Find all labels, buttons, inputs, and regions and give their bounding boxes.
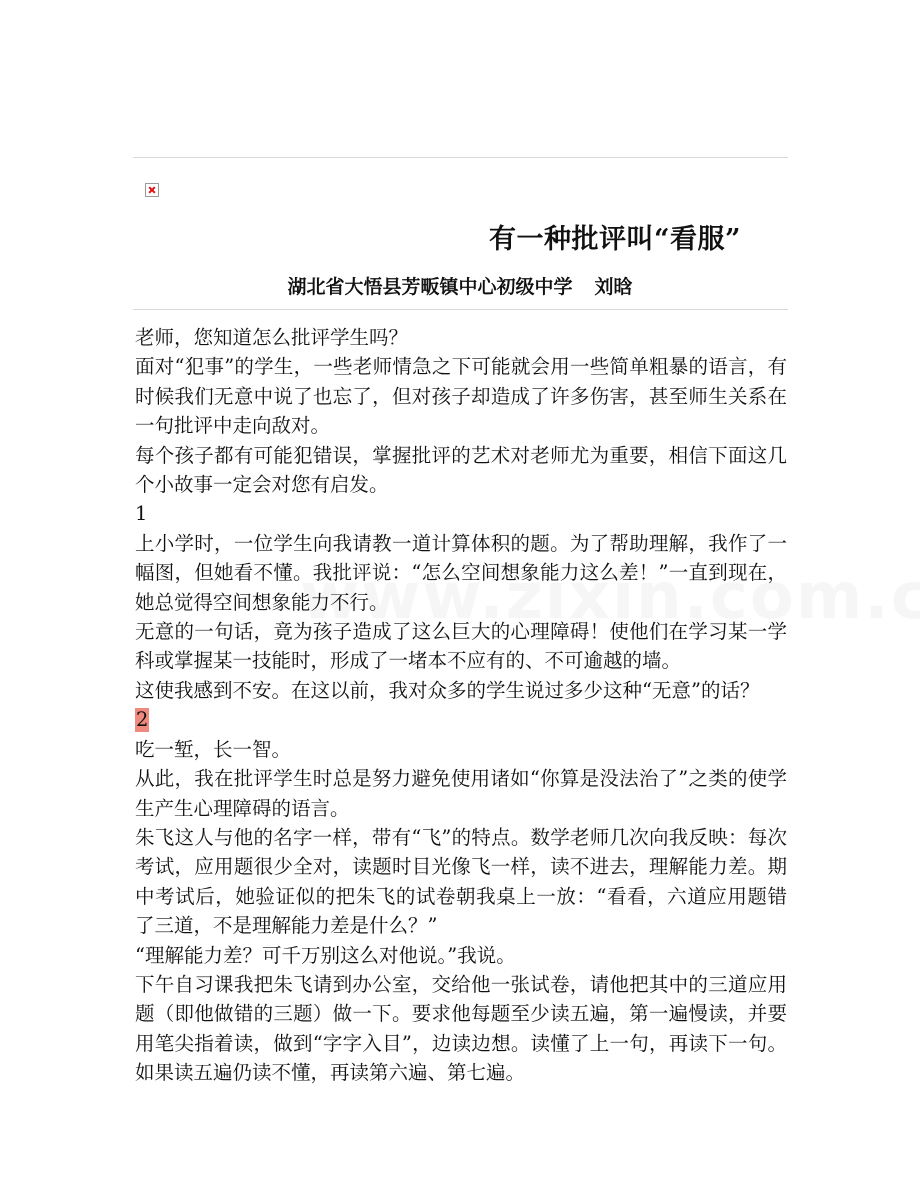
header-divider [133, 309, 788, 310]
paragraph: 这使我感到不安。在这以前，我对众多的学生说过多少这种“无意”的话？ [135, 678, 760, 702]
section-number-row [135, 705, 787, 734]
broken-image-icon [145, 183, 159, 197]
paragraph: 吃一堑，长一智。 [135, 737, 292, 761]
byline [0, 272, 920, 299]
paragraph: 每个孩子都有可能犯错误，掌握批评的艺术对老师尤为重要，相信下面这几个小故事一定会对您有启发。 [135, 443, 787, 497]
paragraph: 无意的一句话，竟为孩子造成了这么巨大的心理障碍！使他们在学习某一学科或掌握某一技能时，形成了一堵本不应有的、不可逾越的墙。 [135, 620, 787, 673]
top-divider [133, 157, 788, 158]
paragraph: 面对“犯事”的学生，一些老师情急之下可能就会用一些简单粗暴的语言，有时候我们无意中说了也忘了，但对孩子却造成了许多伤害，甚至师生关系在一句批评中走向敌对。 [135, 355, 787, 438]
byline-school: 湖北省大悟县芳畈镇中心初级中学 [287, 276, 573, 298]
paragraph: 老师，您知道怎么批评学生吗？ [135, 326, 409, 349]
paragraph: “理解能力差？可千万别这么对他说。”我说。 [135, 943, 516, 967]
paragraph: 下午自习课我把朱飞请到办公室，交给他一张试卷，请他把其中的三道应用题（即他做错的三题）做一下。要求他每题至少读五遍，第一遍慢读，并要用笔尖指着读，做到“字字入目”，边读边想。读懂了上一句，再读下一句。如果读五遍仍读不懂，再读第六遍、第七遍。 [135, 972, 787, 1085]
paragraph: 朱飞这人与他的名字一样，带有“飞”的特点。数学老师几次向我反映：每次考试，应用题很少全对，读题时目光像飞一样，读不进去，理解能力差。期中考试后，她验证似的把朱飞的试卷朝我桌上一放：“看看，六道应用题错了三道，不是理解能力差是什么？” [135, 825, 787, 938]
byline-author: 刘晗 [594, 276, 633, 298]
document-title: 有一种批评叫“看服” [489, 224, 742, 255]
section-number: 1 [135, 502, 148, 526]
highlighted-section-number: 2 [136, 708, 149, 732]
paragraph: 上小学时，一位学生向我请教一道计算体积的题。为了帮助理解，我作了一幅图，但她看不懂。我批评说：“怎么空间想象能力这么差！”一直到现在，她总觉得空间想象能力不行。 [135, 531, 787, 614]
article-body [135, 323, 787, 1088]
paragraph: 从此，我在批评学生时总是努力避免使用诸如“你算是没法治了”之类的使学生产生心理障碍的语言。 [135, 767, 787, 820]
